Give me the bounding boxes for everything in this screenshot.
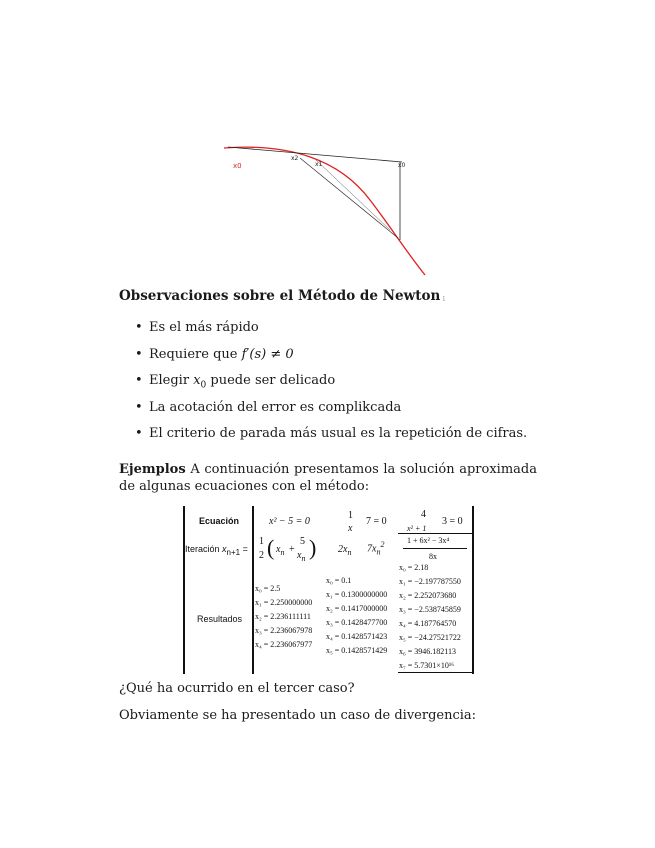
equation-1: x² − 5 = 0: [269, 516, 310, 527]
results-table: Ecuación Iteración $x_{n+1}$ = Resultados x² − 5 = 0 1 x 7 = 0 4 x² + 1 3 = 0 1 2 ( $x_n$ + 5 $x_n$ ) $2x_n$ $7x_n^2$ 1 + 6x² − 3x⁴ 8x x₀ = 2.5 x₁ = 2.250000000 x₂ = 2.236111111 x₃ = 2.236067978 x₄ = 2.236067977 x₀ = 0.1 x₁ = 0.1300000000 x₂ = 0.1417000000 x₃ = 0.1428477700 x₄ = 0.1428571423 x₅ = 0.1428571429 x₀ = 2.18 x₁ = −2.197787550 x₂ = 2.252073680 x₃ = −2.538745859 x₄ = 4.187764570 x₅ = −24.27521722 x₆ = 3946.182113 x₇ = 5.7301×10¹⁶: [183, 506, 473, 674]
examples-paragraph: Ejemplos A continuación presentamos la solución aproximada de algunas ecuaciones con el método:: [119, 462, 537, 494]
function-curve: [224, 147, 425, 275]
label-x0-left: x0: [233, 162, 242, 170]
tangent-line-2: [300, 158, 398, 238]
page-marker: 1: [442, 296, 446, 303]
tangent-line-1: [228, 147, 402, 162]
label-x1: x1: [315, 161, 323, 168]
answer-text: Obviamente se ha presentado un caso de divergencia:: [119, 708, 477, 723]
list-item: • Elegir $x_0$ puede ser delicado: [135, 371, 527, 398]
newton-figure: [0, 0, 655, 280]
row-label-results: Resultados: [197, 614, 243, 624]
examples-heading: Ejemplos: [119, 462, 186, 477]
list-item: • Es el más rápido: [135, 318, 527, 345]
tangent-line-3: [316, 160, 390, 230]
question-text: ¿Qué ha ocurrido en el tercer caso?: [119, 681, 355, 696]
derivative-condition: f′(s) ≠ 0: [241, 346, 294, 362]
label-xs: x0: [398, 162, 406, 169]
row-label-equation: Ecuación: [199, 516, 240, 526]
observations-list: [135, 318, 527, 451]
list-item: • El criterio de parada más usual es la repetición de cifras.: [135, 424, 527, 451]
label-x2: x2: [291, 155, 299, 162]
row-label-iteration: Iteración $x_{n+1}$ =: [185, 544, 248, 557]
list-item: • Requiere que f′(s) ≠ 0: [135, 345, 527, 372]
list-item: • La acotación del error es complikcada: [135, 398, 527, 425]
section-title: Observaciones sobre el Método de Newton: [119, 288, 441, 304]
